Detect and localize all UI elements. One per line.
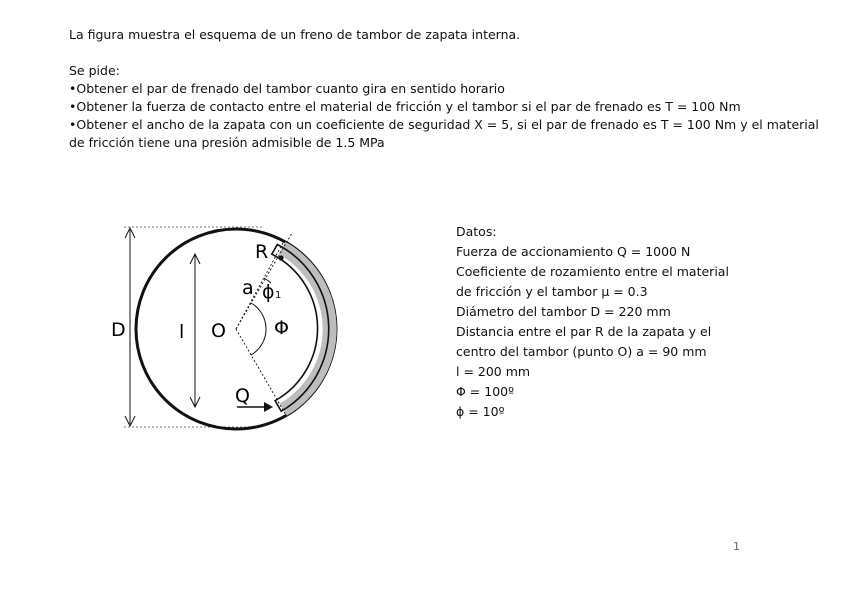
task-item-1: •Obtener el par de frenado del tambor cuanto gira en sentido horario <box>69 81 505 96</box>
q-force-arrowhead <box>264 402 273 412</box>
label-l: l <box>179 321 185 343</box>
datos-title: Datos: <box>456 224 497 239</box>
datos-line: Φ = 100º <box>456 384 515 399</box>
datos-line: Coeficiente de rozamiento entre el material <box>456 264 729 279</box>
datos-line: l = 200 mm <box>456 364 531 379</box>
datos-line: Diámetro del tambor D = 220 mm <box>456 304 671 319</box>
given-data <box>456 222 816 422</box>
datos-line: ϕ = 10º <box>456 404 505 419</box>
datos-line: Distancia entre el par R de la zapata y el <box>456 324 712 339</box>
label-phi1: ϕ <box>262 281 275 303</box>
se-pide-heading: Se pide: <box>69 63 120 78</box>
datos-line: Fuerza de accionamiento Q = 1000 N <box>456 244 691 259</box>
label-d: D <box>111 319 126 341</box>
label-a: a <box>242 277 254 299</box>
datos-line: de fricción y el tambor μ = 0.3 <box>456 284 648 299</box>
datos-line: centro del tambor (punto O) a = 90 mm <box>456 344 707 359</box>
page-number: 1 <box>733 540 740 553</box>
pivot-point-r <box>278 255 283 260</box>
phi-angle-arc <box>251 303 266 355</box>
label-q: Q <box>235 385 250 407</box>
label-o: O <box>211 320 226 342</box>
task-item-2: •Obtener la fuerza de contacto entre el material de fricción y el tambor si el par de frenado es T = 100 Nm <box>69 99 741 114</box>
label-phi-angle: Φ <box>274 317 289 339</box>
intro-line: La figura muestra el esquema de un freno de tambor de zapata interna. <box>69 27 521 42</box>
label-r: R <box>255 241 269 263</box>
label-phi1-subscript: 1 <box>275 290 282 301</box>
task-item-3: •Obtener el ancho de la zapata con un coeficiente de seguridad X = 5, si el par de frenado es T = 100 Nm y el material de fricción tiene una presión admisible de 1.5 MPa <box>69 117 819 150</box>
